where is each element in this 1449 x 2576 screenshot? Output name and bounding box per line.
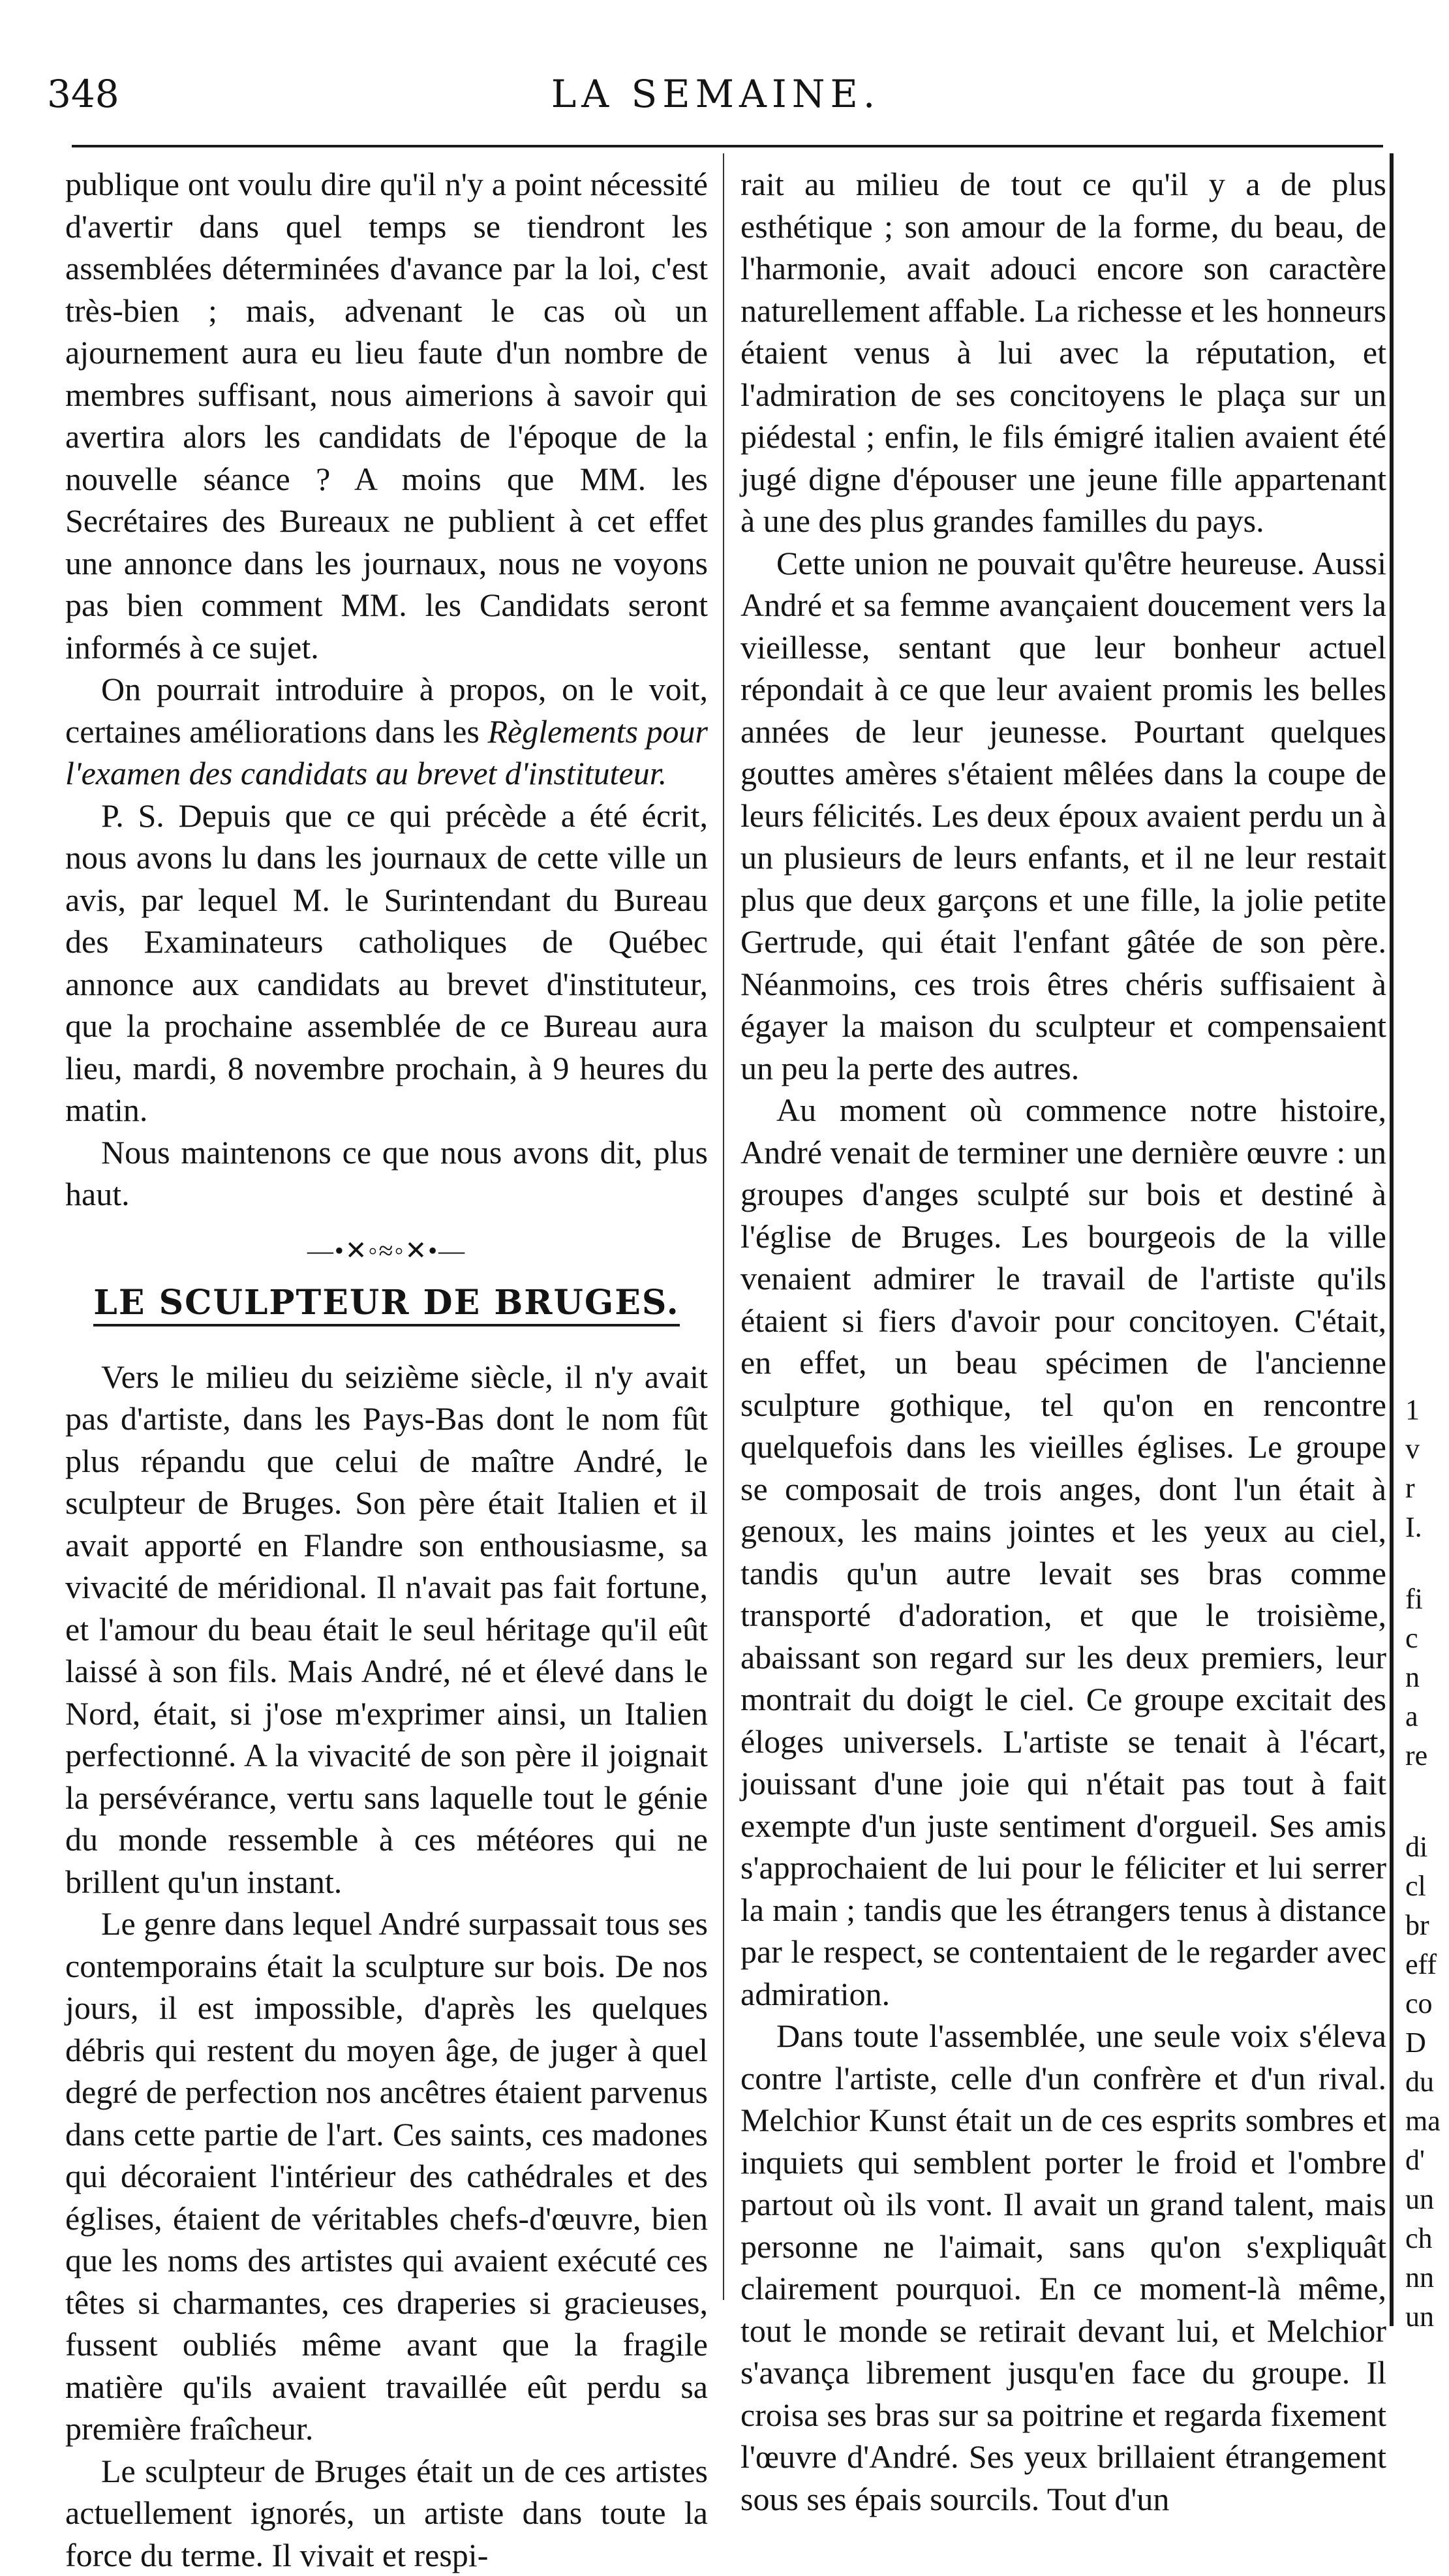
paragraph: Dans toute l'assemblée, une seule voix s'éleva contre l'artiste, celle d'un confrère et d'un rival. Melchior Kunst était un de ces esprits sombres et inquiets qui semblent porter le froid et l'ombre partout où ils vont. Il avait un grand talent, mais personne ne l'aimait, sans qu'on s'expliquât clairement pourquoi. En ce moment-là même, tout le monde se retirait devant lui, et Melchior s'avança librement jusqu'en face du groupe. Il croisa ses bras sur sa poitrine et regarda fixement l'œuvre d'André. Ses yeux brillaient étrangement sous ses épais sourcils. Tout d'un — [740, 2017, 1386, 2517]
adjacent-page-edge — [1390, 153, 1449, 2333]
page-header — [47, 72, 1384, 124]
section-title-text: LE SCULPTEUR DE BRUGES. — [93, 1283, 679, 1326]
section-ornament — [65, 1235, 708, 1265]
italic-reference: Règlements pour l'examen des candidats au brevet d'instituteur. — [65, 713, 708, 791]
edge-fragment: du — [1405, 2066, 1434, 2098]
paragraph: Nous maintenons ce que nous avons dit, plus haut. — [65, 1133, 708, 1212]
edge-fragment: un — [1405, 2183, 1434, 2215]
edge-fragment: ch — [1405, 2222, 1433, 2254]
edge-fragment: re — [1405, 1740, 1428, 1771]
edge-fragment: co — [1405, 1987, 1433, 2019]
header-rule — [72, 145, 1383, 147]
edge-fragment: cl — [1405, 1870, 1426, 1902]
left-column — [65, 163, 708, 2576]
paragraph: Le sculpteur de Bruges était un de ces artistes actuellement ignorés, un artiste dans toute la force du terme. Il vivait et respi- — [65, 2452, 708, 2573]
edge-fragment: di — [1405, 1831, 1428, 1863]
edge-fragment: c — [1405, 1622, 1418, 1654]
paragraph: P. S. Depuis que ce qui précède a été écrit, nous avons lu dans les journaux de cette ville un avis, par lequel M. le Surintendant du Bureau des Examinateurs catholiques de Québec annonce aux candidats au brevet d'instituteur, que la prochaine assemblée de ce Bureau aura lieu, mardi, 8 novembre prochain, à 9 heures du matin. — [65, 797, 708, 1128]
edge-fragment: v — [1405, 1433, 1420, 1465]
edge-fragment: d' — [1405, 2144, 1425, 2176]
edge-fragment: r — [1405, 1472, 1415, 1504]
running-head: LA SEMAINE. — [551, 72, 881, 116]
edge-fragment: 1 — [1405, 1394, 1420, 1426]
edge-fragment: D — [1405, 2027, 1426, 2059]
edge-fragment: nn — [1405, 2262, 1434, 2293]
paragraph: Le genre dans lequel André surpassait tous ses contemporains était la sculpture sur bois. De nos jours, il est impossible, d'après les quelques débris qui restent du moyen âge, de juger à quel degré de perfection nos ancêtres étaient parvenus dans cette partie de l'art. Ces saints, ces madones qui décoraient l'intérieur des cathédrales et des églises, étaient de véritables chefs-d'œuvre, bien que les noms des artistes qui avaient exécuté ces têtes si charmantes, ces draperies si gracieuses, fussent oubliés même avant que la fragile matière qu'ils avaient travaillée eût perdu sa première fraîcheur. — [65, 1905, 708, 2447]
paragraph-text: On pourrait introduire à propos, on le voit, certaines améliorations dans les — [65, 671, 708, 750]
ornament-glyph: —•✕◦≈◦✕•— — [307, 1235, 466, 1265]
edge-fragment: un — [1405, 2301, 1434, 2333]
edge-fragment: eff — [1405, 1948, 1437, 1980]
column-divider — [723, 153, 724, 2300]
paragraph: Au moment où commence notre histoire, André venait de terminer une dernière œuvre : un groupes d'anges sculpté sur bois et destiné à l'église de Bruges. Les bourgeois de la ville venaient admirer le travail de l'artiste qu'ils étaient si fiers d'avoir pour concitoyen. C'était, en effet, un beau spécimen de l'ancienne sculpture gothique, tel qu'on en rencontre quelquefois dans les vieilles églises. Le groupe se composait de trois anges, dont l'un était à genoux, les mains jointes et les yeux au ciel, tandis qu'un autre levait ses bras comme transporté d'adoration, et que le troisième, abaissant son regard sur les deux premiers, leur montrait du doigt le ciel. Ce groupe excitait des éloges universels. L'artiste se tenait à l'écart, jouissant d'une joie qui n'était pas tout à fait exempte d'un juste sentiment d'orgueil. Ses amis s'approchaient de lui pour le féliciter et lui serrer la main ; tandis que les étrangers tenus à distance par le respect, se contentaient de le regarder avec admiration. — [740, 1092, 1386, 2012]
edge-fragment: a — [1405, 1700, 1418, 1732]
paragraph: publique ont voulu dire qu'il n'y a point nécessité d'avertir dans quel temps se tiendront les assemblées déterminées d'avance par la loi, c'est très-bien ; mais, advenant le cas où un ajournement aura eu lieu faute d'un nombre de membres suffisant, nous aimerions à savoir qui avertira alors les candidats de l'époque de la nouvelle séance ? A moins que MM. les Secrétaires des Bureaux ne publient à cet effet une annonce dans les journaux, nous ne voyons pas bien comment MM. les Candidats seront informés à ce sujet. — [65, 166, 708, 666]
page-number: 348 — [47, 72, 119, 116]
section-title — [65, 1281, 708, 1325]
right-column — [740, 163, 1386, 2520]
edge-fragment: ma — [1405, 2105, 1441, 2137]
paragraph — [65, 668, 708, 795]
edge-fragment: fi — [1405, 1583, 1423, 1615]
edge-fragment: I. — [1405, 1511, 1422, 1543]
paragraph: rait au milieu de tout ce qu'il y a de plus esthétique ; son amour de la forme, du beau, de l'harmonie, avait adouci encore son caractère naturellement affable. La richesse et les honneurs étaient venus à lui avec la réputation, et l'admiration de ses concitoyens le plaça sur un piédestal ; enfin, le fils émigré italien avaient été jugé digne d'épouser une jeune fille appartenant à une des plus grandes familles du pays. — [740, 166, 1386, 539]
edge-fragment: br — [1405, 1909, 1429, 1941]
edge-fragment: n — [1405, 1661, 1420, 1693]
paragraph: Vers le milieu du seizième siècle, il n'y avait pas d'artiste, dans les Pays-Bas dont le nom fût plus répandu que celui de maître André, le sculpteur de Bruges. Son père était Italien et il avait apporté en Flandre son enthousiasme, sa vivacité de méridional. Il n'avait pas fait fortune, et l'amour du beau était le seul héritage qu'il eût laissé à son fils. Mais André, né et élevé dans le Nord, était, si j'ose m'exprimer ainsi, un Italien perfectionné. A la vivacité de son père il joignait la persévérance, vertu sans laquelle tout le génie du monde ressemble à ces météores qui ne brillent qu'un instant. — [65, 1358, 708, 1900]
paragraph: Cette union ne pouvait qu'être heureuse. Aussi André et sa femme avançaient doucement vers la vieillesse, sentant que leur bonheur actuel répondait à ce que leur avaient promis les belles années de leur jeunesse. Pourtant quelques gouttes amères s'étaient mêlées dans la coupe de leurs félicités. Les deux époux avaient perdu un à un plusieurs de leurs enfants, et il ne leur restait plus que deux garçons et une fille, la jolie petite Gertrude, qui était l'enfant gâtée de son père. Néanmoins, ces trois êtres chéris suffisaient à égayer la maison du sculpteur et compensaient un peu la perte des autres. — [740, 544, 1386, 1086]
